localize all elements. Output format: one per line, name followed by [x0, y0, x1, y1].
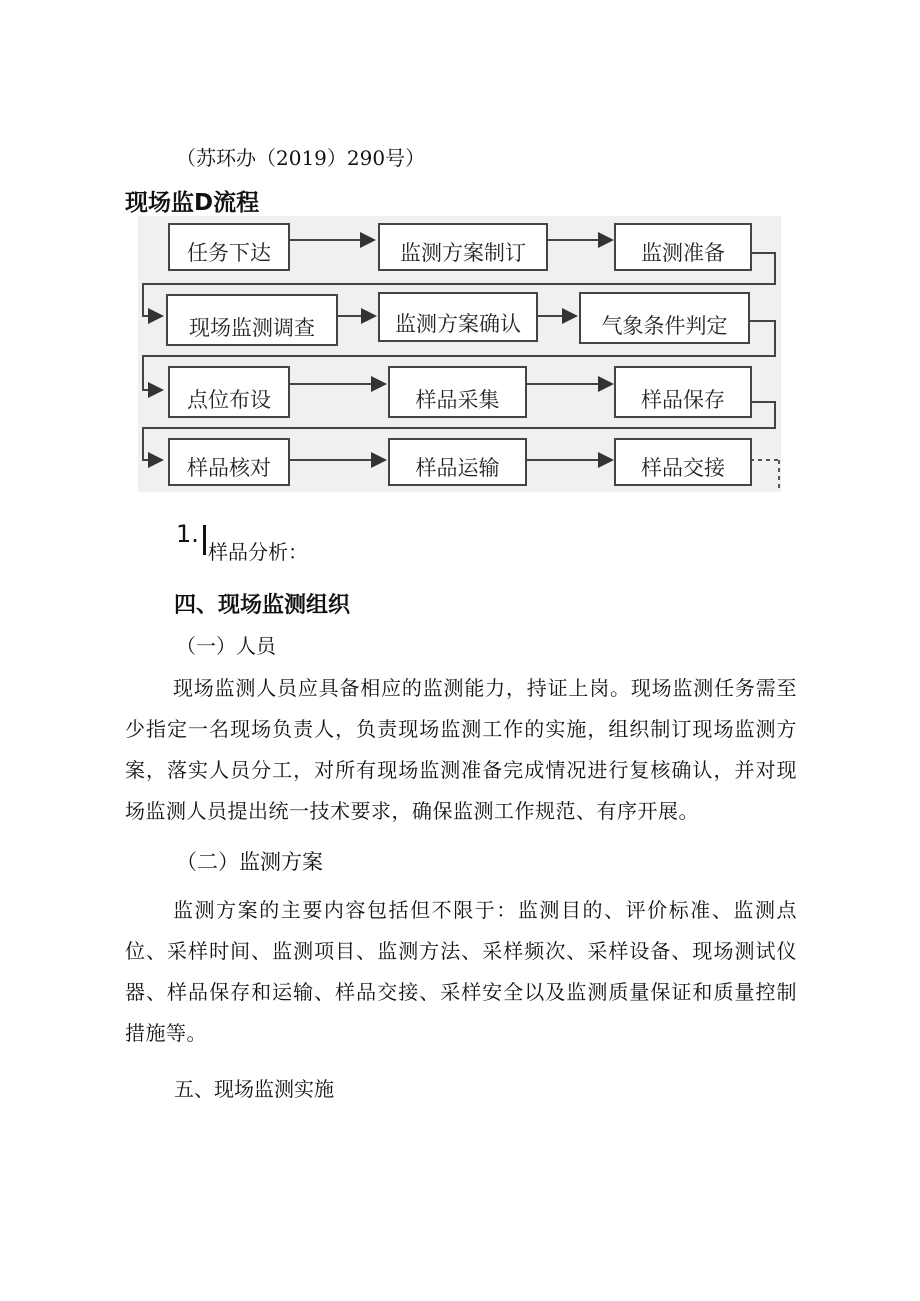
flow-heading: 现场监D流程 — [125, 190, 260, 216]
flow-step: 监测准备 — [614, 223, 752, 271]
monitoring-flowchart — [138, 216, 781, 492]
flow-step: 样品运输 — [388, 438, 527, 486]
section-5-title: 五、现场监测实施 — [174, 1077, 334, 1101]
flow-step: 点位布设 — [168, 366, 290, 418]
subsection-2-title: （二）监测方案 — [176, 850, 323, 874]
flow-step: 样品采集 — [388, 366, 527, 418]
flow-step: 任务下达 — [168, 223, 290, 271]
flow-step: 样品核对 — [168, 438, 290, 486]
flow-step: 样品保存 — [614, 366, 752, 418]
flow-step: 气象条件判定 — [579, 292, 750, 344]
flow-step: 现场监测调查 — [166, 294, 338, 346]
paragraph-personnel: 现场监测人员应具备相应的监测能力，持证上岗。现场监测任务需至少指定一名现场负责人，负责现场监测工作的实施，组织制订现场监测方案，落实人员分工，对所有现场监测准备完成情况进行复核确认，并对现场监测人员提出统一技术要求，确保监测工作规范、有序开展。 — [125, 676, 797, 823]
reference-line: （苏环办（2019）290号） — [176, 146, 426, 170]
paragraph-monitoring-plan: 监测方案的主要内容包括但不限于：监测目的、评价标准、监测点位、采样时间、监测项目、监测方法、采样频次、采样设备、现场测试仪器、样品保存和运输、样品交接、采样安全以及监测质量保证和质量控制措施等。 — [125, 898, 797, 1045]
flow-step: 样品交接 — [614, 438, 752, 486]
item-bar — [203, 525, 206, 555]
section-4-title: 四、现场监测组织 — [174, 593, 351, 618]
flow-step: 监测方案确认 — [378, 292, 538, 342]
subsection-1-title: （一）人员 — [176, 634, 276, 658]
item-number: 1. — [176, 520, 199, 548]
flow-step: 监测方案制订 — [378, 223, 548, 271]
item-text: 样品分析： — [208, 540, 308, 564]
